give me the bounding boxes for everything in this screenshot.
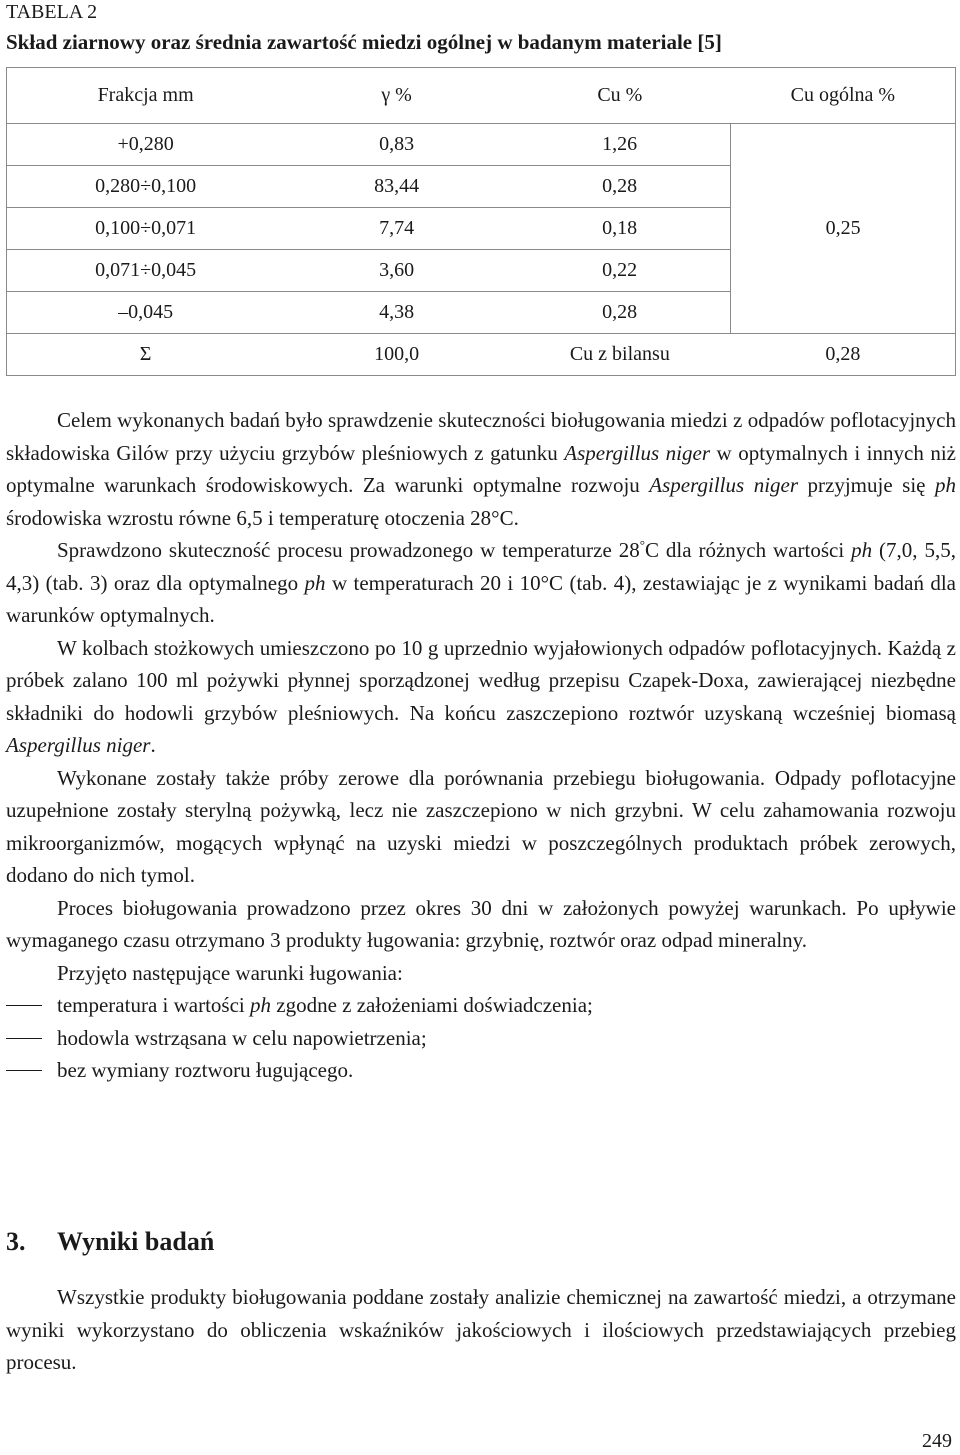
table-header-row [7,68,956,124]
cell-fraction: –0,045 [7,292,285,334]
table-sum-row [7,334,956,376]
page-number: 249 [922,1430,952,1452]
sum-gamma: 100,0 [284,334,509,376]
section-number: 3. [6,1227,26,1256]
cell-cu-total-merged: 0,25 [731,124,956,334]
cell-cu: 1,26 [509,124,731,166]
dash-bullet [6,1038,42,1039]
header-gamma: γ % [284,68,509,124]
cell-gamma: 83,44 [284,166,509,208]
paragraph-conditions-intro: Przyjęto następujące warunki ługowania: [57,960,403,985]
cell-cu: 0,28 [509,292,731,334]
dash-bullet [6,1005,42,1006]
section-title: Wyniki badań [57,1227,215,1256]
cell-fraction: 0,071÷0,045 [7,250,285,292]
paragraph-results: Wszystkie produkty bioługowania poddane zostały analizie chemicznej na zawartość miedzi, a otrzymane wyniki wykorzystano do obliczenia wskaźników jakościowych i ilościowych przedstawiających przebieg procesu. [6,1285,956,1374]
species-name: Aspergillus niger [649,473,799,497]
list-item: temperatura i wartości ph zgodne z założeniami doświadczenia; [6,989,956,1022]
cell-cu: 0,18 [509,208,731,250]
cell-gamma: 3,60 [284,250,509,292]
list-item: bez wymiany roztworu ługującego. [6,1054,956,1087]
grain-composition-table [6,67,956,376]
sum-cu-total: 0,28 [731,334,956,376]
sum-symbol: Σ [7,334,285,376]
header-cu: Cu % [509,68,731,124]
results-text [6,1281,956,1379]
section-heading [6,1222,214,1262]
header-cu-total: Cu ogólna % [731,68,956,124]
table-caption: Skład ziarnowy oraz średnia zawartość miedzi ogólnej w badanym materiale [5] [6,30,722,54]
table-label: TABELA 2 [6,1,98,23]
body-text [6,404,956,1087]
sum-cu-label: Cu z bilansu [509,334,731,376]
list-item: hodowla wstrząsana w celu napowietrzenia; [6,1022,956,1055]
cell-gamma: 0,83 [284,124,509,166]
cell-fraction: 0,100÷0,071 [7,208,285,250]
header-fraction: Frakcja mm [7,68,285,124]
paragraph-duration: Proces bioługowania prowadzono przez okres 30 dni w założonych powyżej warunkach. Po upływie wymaganego czasu otrzymano 3 produkty ługowania: grzybnię, roztwór oraz odpad mineralny. [6,895,956,952]
paragraph-aim: Celem wykonanych badań było sprawdzenie skuteczności bioługowania miedzi z odpadów poflotacyjnych składowiska Gilów przy użyciu grzybów pleśniowych z gatunku Aspergillus niger w optymalnych i innych niż optymalne warunkach środowiskowych. Za warunki optymalne rozwoju Aspergillus niger przyjmuje się ph środowiska wzrostu równe 6,5 i temperaturę otoczenia 28°C. [6,408,957,530]
species-name: Aspergillus niger [564,440,711,465]
cell-gamma: 7,74 [284,208,509,250]
cell-cu: 0,28 [509,166,731,208]
cell-gamma: 4,38 [284,292,509,334]
table-row [7,124,956,166]
dash-bullet [6,1070,42,1071]
paragraph-control-samples: Wykonane zostały także próby zerowe dla porównania przebiegu bioługowania. Odpady poflotacyjne uzupełnione zostały sterylną pożywką, lecz nie zaszczepiono w nich grzybni. W celu zahamowania rozwoju mikroorganizmów, mogących wpłynąć na uzyski miedzi w poszczególnych produktach próbek zerowych, dodano do nich tymol. [6,765,956,887]
cell-fraction: 0,280÷0,100 [7,166,285,208]
paragraph-conditions-tested: Sprawdzono skuteczność procesu prowadzonego w temperaturze 28°C dla różnych wartości ph (7,0, 5,5, 4,3) (tab. 3) oraz dla optymalnego ph w temperaturach 20 i 10°C (tab. 4), zestawiając je z wynikami badań dla warunków optymalnych. [6,537,957,627]
cell-cu: 0,22 [509,250,731,292]
species-name: Aspergillus niger [6,733,151,757]
cell-fraction: +0,280 [7,124,285,166]
conditions-list [6,989,956,1087]
paragraph-method: W kolbach stożkowych umieszczono po 10 g uprzednio wyjałowionych odpadów poflotacyjnych. Każdą z próbek zalano 100 ml pożywki płynnej sporządzonej według przepisu Czapek-Doxa, zawierającej niezbędne składniki do hodowli grzybów pleśniowych. Na końcu zaszczepiono roztwór uzyskaną wcześniej biomasą Aspergillus niger. [6,635,956,757]
